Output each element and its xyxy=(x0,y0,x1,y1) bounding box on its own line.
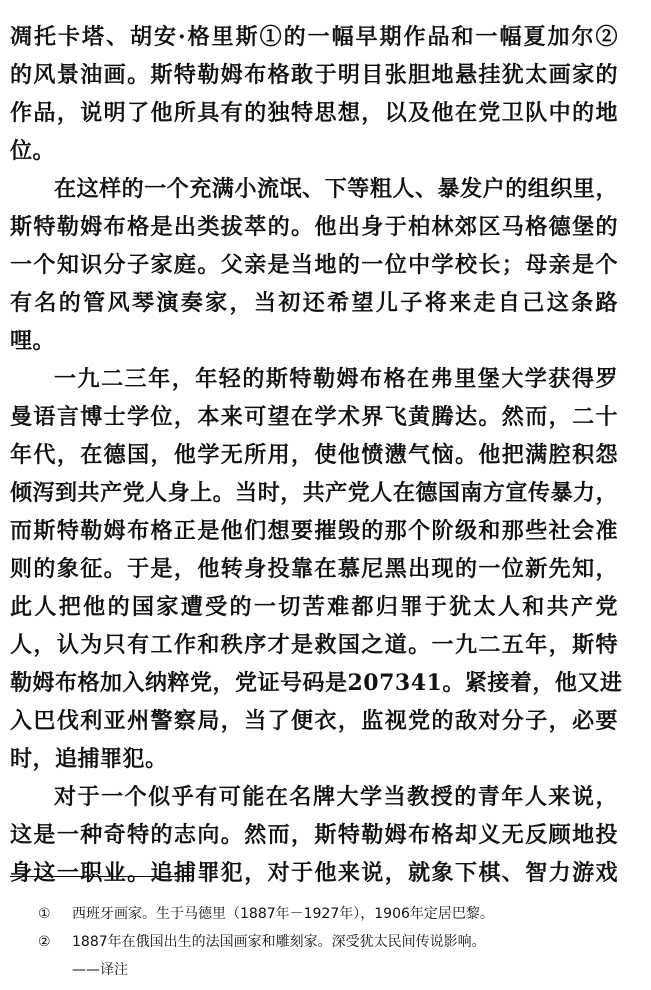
footnote-marker: ① xyxy=(38,906,51,922)
text-line: 有名的管风琴演奏家，当初还希望儿子将来走自己这条路 xyxy=(10,290,618,316)
text-line: 凋托卡塔、胡安·格里斯①的一幅早期作品和一幅夏加尔② xyxy=(10,24,618,50)
text-line: 位。 xyxy=(10,138,56,164)
text-line: 此人把他的国家遭受的一切苦难都归罪于犹太人和共产党 xyxy=(10,594,618,620)
translator-note: ——译注 xyxy=(72,962,128,978)
text-line: 一个知识分子家庭。父亲是当地的一位中学校长；母亲是个 xyxy=(10,252,618,278)
text-line: 则的象征。于是，他转身投靠在慕尼黑出现的一位新先知， xyxy=(10,556,618,582)
footnote-divider xyxy=(10,876,190,877)
text-line: 作品，说明了他所具有的独特思想，以及他在党卫队中的地 xyxy=(10,100,618,126)
text-line: 勒姆布格加入纳粹党，党证号码是207341。紧接着，他又进 xyxy=(10,670,623,696)
text-line: 年代，在德国，他学无所用，使他愤懑气恼。他把满腔积怨 xyxy=(10,442,618,468)
text-line: 这是一种奇特的志向。然而，斯特勒姆布格却义无反顾地投 xyxy=(10,822,618,848)
text-line: 时，追捕罪犯。 xyxy=(10,746,168,772)
text-line: 身这一职业。追捕罪犯，对于他来说，就象下棋、智力游戏 xyxy=(10,860,618,886)
footnote-text: 西班牙画家。生于马德里（1887年－1927年），1906年定居巴黎。 xyxy=(72,906,494,922)
text-line: 的风景油画。斯特勒姆布格敢于明目张胆地悬挂犹太画家的 xyxy=(10,62,618,88)
text-line: 倾泻到共产党人身上。当时，共产党人在德国南方宣传暴力， xyxy=(10,480,618,506)
footnote-text: 1887年在俄国出生的法国画家和雕刻家。深受犹太民间传说影响。 xyxy=(72,934,486,950)
text-line: 曼语言博士学位，本来可望在学术界飞黄腾达。然而，二十 xyxy=(10,404,618,430)
text-line: 而斯特勒姆布格正是他们想要摧毁的那个阶级和那些社会准 xyxy=(10,518,618,544)
paragraph-first-line: 在这样的一个充满小流氓、下等粗人、暴发户的组织里， xyxy=(54,176,618,202)
text-line: 人，认为只有工作和秩序才是救国之道。一九二五年，斯特 xyxy=(10,632,618,658)
paragraph-first-line: 一九二三年，年轻的斯特勒姆布格在弗里堡大学获得罗 xyxy=(54,366,618,392)
text-line: 斯特勒姆布格是出类拔萃的。他出身于柏林郊区马格德堡的 xyxy=(10,214,618,240)
paragraph-first-line: 对于一个似乎有可能在名牌大学当教授的青年人来说， xyxy=(54,784,618,810)
text-line: 入巴伐利亚州警察局，当了便衣，监视党的敌对分子，必要 xyxy=(10,708,618,734)
footnote-1 xyxy=(38,903,494,925)
footnote-2 xyxy=(38,931,486,953)
text-line: 哩。 xyxy=(10,328,56,354)
footnote-marker: ② xyxy=(38,934,51,950)
